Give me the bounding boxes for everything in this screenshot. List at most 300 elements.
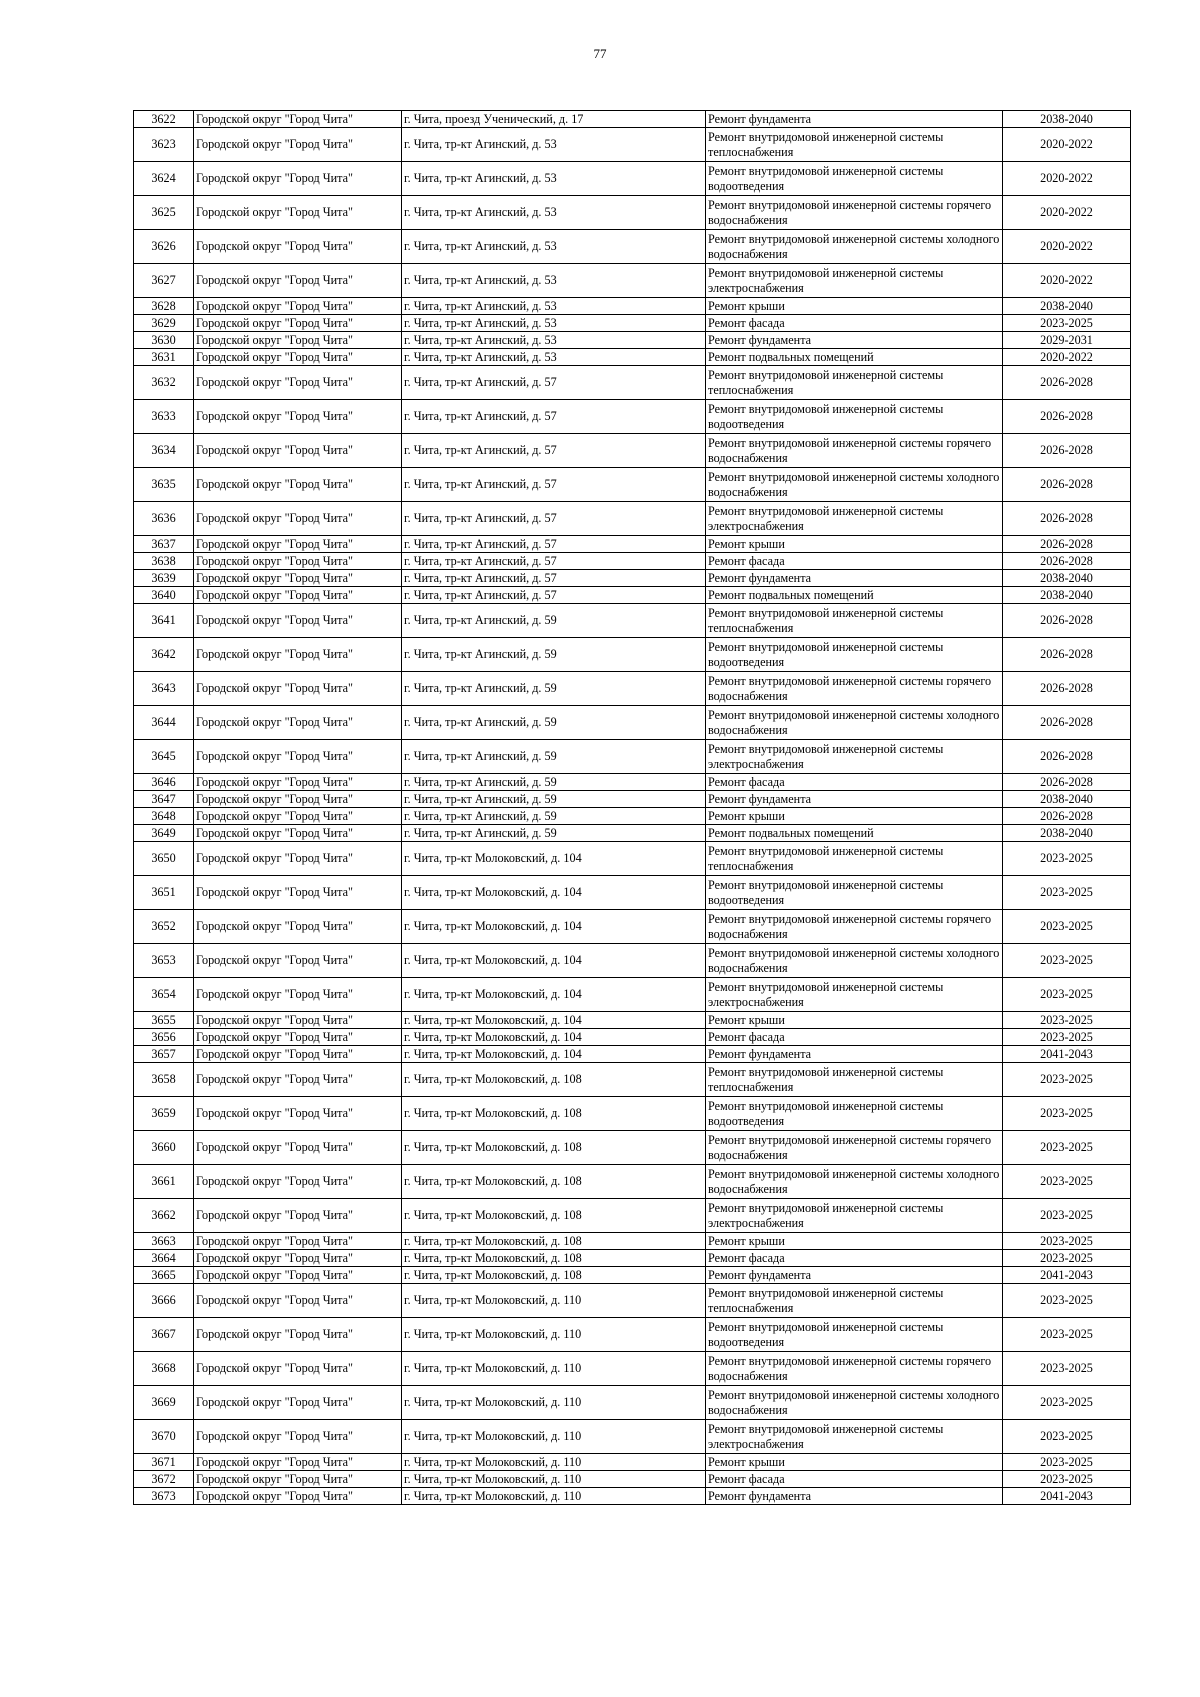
work-type-cell: Ремонт крыши — [706, 298, 1003, 315]
row-number: 3646 — [134, 774, 194, 791]
municipality-cell: Городской округ "Город Чита" — [194, 978, 402, 1012]
table-row — [134, 1063, 1131, 1097]
row-number: 3622 — [134, 111, 194, 128]
municipality-cell: Городской округ "Город Чита" — [194, 315, 402, 332]
work-type-cell: Ремонт внутридомовой инженерной системы водоотведения — [706, 876, 1003, 910]
work-type-cell: Ремонт фундамента — [706, 570, 1003, 587]
table-row — [134, 434, 1131, 468]
work-type-cell: Ремонт внутридомовой инженерной системы холодного водоснабжения — [706, 1165, 1003, 1199]
period-cell: 2020-2022 — [1003, 349, 1131, 366]
row-number: 3667 — [134, 1318, 194, 1352]
table-row — [134, 1131, 1131, 1165]
row-number: 3624 — [134, 162, 194, 196]
work-type-cell: Ремонт внутридомовой инженерной системы горячего водоснабжения — [706, 1131, 1003, 1165]
table-row — [134, 1386, 1131, 1420]
row-number: 3626 — [134, 230, 194, 264]
municipality-cell: Городской округ "Город Чита" — [194, 162, 402, 196]
period-cell: 2026-2028 — [1003, 740, 1131, 774]
work-type-cell: Ремонт внутридомовой инженерной системы электроснабжения — [706, 740, 1003, 774]
work-type-cell: Ремонт внутридомовой инженерной системы теплоснабжения — [706, 128, 1003, 162]
work-type-cell: Ремонт внутридомовой инженерной системы электроснабжения — [706, 502, 1003, 536]
row-number: 3666 — [134, 1284, 194, 1318]
address-cell: г. Чита, тр-кт Молоковский, д. 108 — [402, 1131, 706, 1165]
period-cell: 2026-2028 — [1003, 502, 1131, 536]
municipality-cell: Городской округ "Город Чита" — [194, 434, 402, 468]
municipality-cell: Городской округ "Город Чита" — [194, 740, 402, 774]
municipality-cell: Городской округ "Город Чита" — [194, 791, 402, 808]
row-number: 3634 — [134, 434, 194, 468]
work-type-cell: Ремонт фасада — [706, 774, 1003, 791]
municipality-cell: Городской округ "Город Чита" — [194, 1318, 402, 1352]
table-row — [134, 876, 1131, 910]
table-row — [134, 111, 1131, 128]
period-cell: 2038-2040 — [1003, 791, 1131, 808]
address-cell: г. Чита, тр-кт Молоковский, д. 104 — [402, 842, 706, 876]
period-cell: 2026-2028 — [1003, 468, 1131, 502]
municipality-cell: Городской округ "Город Чита" — [194, 366, 402, 400]
municipality-cell: Городской округ "Город Чита" — [194, 196, 402, 230]
period-cell: 2020-2022 — [1003, 196, 1131, 230]
municipality-cell: Городской округ "Город Чита" — [194, 1063, 402, 1097]
period-cell: 2026-2028 — [1003, 366, 1131, 400]
address-cell: г. Чита, тр-кт Агинский, д. 53 — [402, 162, 706, 196]
work-type-cell: Ремонт подвальных помещений — [706, 349, 1003, 366]
period-cell: 2023-2025 — [1003, 1131, 1131, 1165]
address-cell: г. Чита, тр-кт Молоковский, д. 108 — [402, 1199, 706, 1233]
work-type-cell: Ремонт фундамента — [706, 111, 1003, 128]
work-type-cell: Ремонт внутридомовой инженерной системы теплоснабжения — [706, 604, 1003, 638]
work-type-cell: Ремонт фасада — [706, 315, 1003, 332]
row-number: 3627 — [134, 264, 194, 298]
table-row — [134, 791, 1131, 808]
row-number: 3669 — [134, 1386, 194, 1420]
work-type-cell: Ремонт крыши — [706, 808, 1003, 825]
municipality-cell: Городской округ "Город Чита" — [194, 332, 402, 349]
work-type-cell: Ремонт внутридомовой инженерной системы водоотведения — [706, 1318, 1003, 1352]
period-cell: 2026-2028 — [1003, 808, 1131, 825]
work-type-cell: Ремонт фасада — [706, 1029, 1003, 1046]
period-cell: 2038-2040 — [1003, 111, 1131, 128]
row-number: 3663 — [134, 1233, 194, 1250]
address-cell: г. Чита, тр-кт Молоковский, д. 110 — [402, 1352, 706, 1386]
row-number: 3637 — [134, 536, 194, 553]
address-cell: г. Чита, тр-кт Агинский, д. 59 — [402, 774, 706, 791]
address-cell: г. Чита, тр-кт Молоковский, д. 104 — [402, 944, 706, 978]
work-type-cell: Ремонт внутридомовой инженерной системы холодного водоснабжения — [706, 468, 1003, 502]
address-cell: г. Чита, тр-кт Агинский, д. 59 — [402, 740, 706, 774]
work-type-cell: Ремонт внутридомовой инженерной системы теплоснабжения — [706, 366, 1003, 400]
table-row — [134, 536, 1131, 553]
row-number: 3650 — [134, 842, 194, 876]
address-cell: г. Чита, тр-кт Молоковский, д. 104 — [402, 1046, 706, 1063]
table-row — [134, 1471, 1131, 1488]
row-number: 3625 — [134, 196, 194, 230]
municipality-cell: Городской округ "Город Чита" — [194, 349, 402, 366]
municipality-cell: Городской округ "Город Чита" — [194, 1267, 402, 1284]
address-cell: г. Чита, тр-кт Агинский, д. 57 — [402, 502, 706, 536]
period-cell: 2023-2025 — [1003, 315, 1131, 332]
period-cell: 2041-2043 — [1003, 1046, 1131, 1063]
municipality-cell: Городской округ "Город Чита" — [194, 638, 402, 672]
address-cell: г. Чита, тр-кт Молоковский, д. 108 — [402, 1233, 706, 1250]
table-row — [134, 162, 1131, 196]
municipality-cell: Городской округ "Город Чита" — [194, 1046, 402, 1063]
repair-schedule-table — [133, 110, 1131, 1505]
address-cell: г. Чита, тр-кт Агинский, д. 57 — [402, 366, 706, 400]
work-type-cell: Ремонт внутридомовой инженерной системы горячего водоснабжения — [706, 910, 1003, 944]
work-type-cell: Ремонт фундамента — [706, 791, 1003, 808]
row-number: 3641 — [134, 604, 194, 638]
address-cell: г. Чита, тр-кт Молоковский, д. 110 — [402, 1284, 706, 1318]
row-number: 3636 — [134, 502, 194, 536]
municipality-cell: Городской округ "Город Чита" — [194, 536, 402, 553]
table-row — [134, 1488, 1131, 1505]
municipality-cell: Городской округ "Город Чита" — [194, 825, 402, 842]
period-cell: 2029-2031 — [1003, 332, 1131, 349]
period-cell: 2023-2025 — [1003, 1284, 1131, 1318]
table-row — [134, 553, 1131, 570]
address-cell: г. Чита, тр-кт Молоковский, д. 108 — [402, 1063, 706, 1097]
row-number: 3644 — [134, 706, 194, 740]
table-row — [134, 502, 1131, 536]
work-type-cell: Ремонт фасада — [706, 1250, 1003, 1267]
row-number: 3664 — [134, 1250, 194, 1267]
row-number: 3647 — [134, 791, 194, 808]
municipality-cell: Городской округ "Город Чита" — [194, 1012, 402, 1029]
municipality-cell: Городской округ "Город Чита" — [194, 944, 402, 978]
work-type-cell: Ремонт внутридомовой инженерной системы водоотведения — [706, 638, 1003, 672]
address-cell: г. Чита, тр-кт Агинский, д. 57 — [402, 587, 706, 604]
row-number: 3639 — [134, 570, 194, 587]
work-type-cell: Ремонт фасада — [706, 1471, 1003, 1488]
municipality-cell: Городской округ "Город Чита" — [194, 1199, 402, 1233]
work-type-cell: Ремонт внутридомовой инженерной системы холодного водоснабжения — [706, 944, 1003, 978]
row-number: 3623 — [134, 128, 194, 162]
table-row — [134, 315, 1131, 332]
address-cell: г. Чита, тр-кт Молоковский, д. 104 — [402, 1012, 706, 1029]
table-row — [134, 400, 1131, 434]
row-number: 3652 — [134, 910, 194, 944]
table-row — [134, 587, 1131, 604]
period-cell: 2020-2022 — [1003, 162, 1131, 196]
period-cell: 2038-2040 — [1003, 825, 1131, 842]
work-type-cell: Ремонт внутридомовой инженерной системы водоотведения — [706, 400, 1003, 434]
municipality-cell: Городской округ "Город Чита" — [194, 876, 402, 910]
period-cell: 2041-2043 — [1003, 1267, 1131, 1284]
work-type-cell: Ремонт внутридомовой инженерной системы теплоснабжения — [706, 1063, 1003, 1097]
table-row — [134, 604, 1131, 638]
table-row — [134, 978, 1131, 1012]
period-cell: 2023-2025 — [1003, 1233, 1131, 1250]
address-cell: г. Чита, тр-кт Агинский, д. 53 — [402, 230, 706, 264]
municipality-cell: Городской округ "Город Чита" — [194, 502, 402, 536]
period-cell: 2020-2022 — [1003, 230, 1131, 264]
work-type-cell: Ремонт внутридомовой инженерной системы горячего водоснабжения — [706, 434, 1003, 468]
page-number: 77 — [593, 46, 607, 61]
work-type-cell: Ремонт фундамента — [706, 1488, 1003, 1505]
row-number: 3672 — [134, 1471, 194, 1488]
row-number: 3649 — [134, 825, 194, 842]
row-number: 3630 — [134, 332, 194, 349]
row-number: 3642 — [134, 638, 194, 672]
address-cell: г. Чита, проезд Ученический, д. 17 — [402, 111, 706, 128]
row-number: 3633 — [134, 400, 194, 434]
period-cell: 2020-2022 — [1003, 128, 1131, 162]
table-row — [134, 944, 1131, 978]
period-cell: 2038-2040 — [1003, 298, 1131, 315]
work-type-cell: Ремонт внутридомовой инженерной системы горячего водоснабжения — [706, 1352, 1003, 1386]
work-type-cell: Ремонт внутридомовой инженерной системы горячего водоснабжения — [706, 196, 1003, 230]
work-type-cell: Ремонт крыши — [706, 1454, 1003, 1471]
period-cell: 2038-2040 — [1003, 587, 1131, 604]
municipality-cell: Городской округ "Город Чита" — [194, 553, 402, 570]
address-cell: г. Чита, тр-кт Молоковский, д. 104 — [402, 978, 706, 1012]
municipality-cell: Городской округ "Город Чита" — [194, 1488, 402, 1505]
municipality-cell: Городской округ "Город Чита" — [194, 1454, 402, 1471]
address-cell: г. Чита, тр-кт Агинский, д. 53 — [402, 128, 706, 162]
address-cell: г. Чита, тр-кт Молоковский, д. 108 — [402, 1267, 706, 1284]
row-number: 3665 — [134, 1267, 194, 1284]
address-cell: г. Чита, тр-кт Молоковский, д. 108 — [402, 1097, 706, 1131]
row-number: 3628 — [134, 298, 194, 315]
address-cell: г. Чита, тр-кт Агинский, д. 59 — [402, 604, 706, 638]
table-row — [134, 196, 1131, 230]
table-body — [134, 111, 1131, 1505]
table-row — [134, 1267, 1131, 1284]
period-cell: 2023-2025 — [1003, 1471, 1131, 1488]
address-cell: г. Чита, тр-кт Агинский, д. 53 — [402, 332, 706, 349]
table-row — [134, 672, 1131, 706]
period-cell: 2023-2025 — [1003, 1352, 1131, 1386]
municipality-cell: Городской округ "Город Чита" — [194, 1131, 402, 1165]
work-type-cell: Ремонт внутридомовой инженерной системы электроснабжения — [706, 264, 1003, 298]
municipality-cell: Городской округ "Город Чита" — [194, 1097, 402, 1131]
period-cell: 2026-2028 — [1003, 553, 1131, 570]
table-row — [134, 774, 1131, 791]
municipality-cell: Городской округ "Город Чита" — [194, 842, 402, 876]
address-cell: г. Чита, тр-кт Молоковский, д. 110 — [402, 1471, 706, 1488]
work-type-cell: Ремонт внутридомовой инженерной системы электроснабжения — [706, 1199, 1003, 1233]
municipality-cell: Городской округ "Город Чита" — [194, 706, 402, 740]
period-cell: 2026-2028 — [1003, 638, 1131, 672]
row-number: 3651 — [134, 876, 194, 910]
work-type-cell: Ремонт внутридомовой инженерной системы электроснабжения — [706, 1420, 1003, 1454]
municipality-cell: Городской округ "Город Чита" — [194, 264, 402, 298]
period-cell: 2026-2028 — [1003, 706, 1131, 740]
address-cell: г. Чита, тр-кт Агинский, д. 57 — [402, 434, 706, 468]
period-cell: 2026-2028 — [1003, 434, 1131, 468]
municipality-cell: Городской округ "Город Чита" — [194, 128, 402, 162]
row-number: 3657 — [134, 1046, 194, 1063]
period-cell: 2026-2028 — [1003, 604, 1131, 638]
address-cell: г. Чита, тр-кт Агинский, д. 57 — [402, 536, 706, 553]
municipality-cell: Городской округ "Город Чита" — [194, 1029, 402, 1046]
period-cell: 2026-2028 — [1003, 774, 1131, 791]
address-cell: г. Чита, тр-кт Агинский, д. 53 — [402, 298, 706, 315]
row-number: 3629 — [134, 315, 194, 332]
table-row — [134, 264, 1131, 298]
municipality-cell: Городской округ "Город Чита" — [194, 808, 402, 825]
period-cell: 2023-2025 — [1003, 910, 1131, 944]
address-cell: г. Чита, тр-кт Агинский, д. 59 — [402, 825, 706, 842]
table-row — [134, 1199, 1131, 1233]
table-row — [134, 808, 1131, 825]
period-cell: 2038-2040 — [1003, 570, 1131, 587]
municipality-cell: Городской округ "Город Чита" — [194, 230, 402, 264]
period-cell: 2023-2025 — [1003, 1165, 1131, 1199]
table-row — [134, 1029, 1131, 1046]
municipality-cell: Городской округ "Город Чита" — [194, 774, 402, 791]
row-number: 3631 — [134, 349, 194, 366]
row-number: 3658 — [134, 1063, 194, 1097]
row-number: 3654 — [134, 978, 194, 1012]
period-cell: 2023-2025 — [1003, 1454, 1131, 1471]
municipality-cell: Городской округ "Город Чита" — [194, 1250, 402, 1267]
table-row — [134, 638, 1131, 672]
address-cell: г. Чита, тр-кт Молоковский, д. 108 — [402, 1165, 706, 1199]
work-type-cell: Ремонт внутридомовой инженерной системы горячего водоснабжения — [706, 672, 1003, 706]
row-number: 3645 — [134, 740, 194, 774]
period-cell: 2023-2025 — [1003, 944, 1131, 978]
period-cell: 2023-2025 — [1003, 876, 1131, 910]
municipality-cell: Городской округ "Город Чита" — [194, 604, 402, 638]
address-cell: г. Чита, тр-кт Агинский, д. 53 — [402, 196, 706, 230]
work-type-cell: Ремонт фундамента — [706, 1046, 1003, 1063]
row-number: 3671 — [134, 1454, 194, 1471]
address-cell: г. Чита, тр-кт Молоковский, д. 110 — [402, 1386, 706, 1420]
address-cell: г. Чита, тр-кт Молоковский, д. 108 — [402, 1250, 706, 1267]
address-cell: г. Чита, тр-кт Молоковский, д. 110 — [402, 1488, 706, 1505]
work-type-cell: Ремонт фасада — [706, 553, 1003, 570]
period-cell: 2023-2025 — [1003, 1386, 1131, 1420]
period-cell: 2041-2043 — [1003, 1488, 1131, 1505]
address-cell: г. Чита, тр-кт Молоковский, д. 104 — [402, 910, 706, 944]
row-number: 3638 — [134, 553, 194, 570]
municipality-cell: Городской округ "Город Чита" — [194, 1284, 402, 1318]
table-row — [134, 842, 1131, 876]
address-cell: г. Чита, тр-кт Молоковский, д. 110 — [402, 1318, 706, 1352]
work-type-cell: Ремонт внутридомовой инженерной системы водоотведения — [706, 162, 1003, 196]
table-row — [134, 366, 1131, 400]
address-cell: г. Чита, тр-кт Агинский, д. 59 — [402, 706, 706, 740]
period-cell: 2023-2025 — [1003, 1012, 1131, 1029]
table-row — [134, 230, 1131, 264]
row-number: 3660 — [134, 1131, 194, 1165]
table-row — [134, 468, 1131, 502]
row-number: 3661 — [134, 1165, 194, 1199]
municipality-cell: Городской округ "Город Чита" — [194, 400, 402, 434]
table-row — [134, 349, 1131, 366]
work-type-cell: Ремонт внутридомовой инженерной системы водоотведения — [706, 1097, 1003, 1131]
address-cell: г. Чита, тр-кт Молоковский, д. 110 — [402, 1420, 706, 1454]
work-type-cell: Ремонт внутридомовой инженерной системы теплоснабжения — [706, 842, 1003, 876]
period-cell: 2023-2025 — [1003, 1318, 1131, 1352]
address-cell: г. Чита, тр-кт Агинский, д. 59 — [402, 808, 706, 825]
row-number: 3635 — [134, 468, 194, 502]
work-type-cell: Ремонт фундамента — [706, 1267, 1003, 1284]
municipality-cell: Городской округ "Город Чита" — [194, 672, 402, 706]
table-row — [134, 128, 1131, 162]
address-cell: г. Чита, тр-кт Агинский, д. 59 — [402, 638, 706, 672]
address-cell: г. Чита, тр-кт Молоковский, д. 110 — [402, 1454, 706, 1471]
work-type-cell: Ремонт подвальных помещений — [706, 587, 1003, 604]
period-cell: 2023-2025 — [1003, 1029, 1131, 1046]
table-row — [134, 1284, 1131, 1318]
row-number: 3668 — [134, 1352, 194, 1386]
municipality-cell: Городской округ "Город Чита" — [194, 1471, 402, 1488]
municipality-cell: Городской округ "Город Чита" — [194, 1420, 402, 1454]
municipality-cell: Городской округ "Город Чита" — [194, 1233, 402, 1250]
row-number: 3632 — [134, 366, 194, 400]
address-cell: г. Чита, тр-кт Агинский, д. 59 — [402, 791, 706, 808]
table-row — [134, 706, 1131, 740]
municipality-cell: Городской округ "Город Чита" — [194, 111, 402, 128]
row-number: 3659 — [134, 1097, 194, 1131]
municipality-cell: Городской округ "Город Чита" — [194, 570, 402, 587]
period-cell: 2023-2025 — [1003, 1420, 1131, 1454]
period-cell: 2026-2028 — [1003, 672, 1131, 706]
work-type-cell: Ремонт подвальных помещений — [706, 825, 1003, 842]
table-row — [134, 1352, 1131, 1386]
address-cell: г. Чита, тр-кт Агинский, д. 57 — [402, 553, 706, 570]
table-row — [134, 1250, 1131, 1267]
table-row — [134, 1046, 1131, 1063]
row-number: 3656 — [134, 1029, 194, 1046]
municipality-cell: Городской округ "Город Чита" — [194, 298, 402, 315]
table-row — [134, 298, 1131, 315]
period-cell: 2026-2028 — [1003, 400, 1131, 434]
period-cell: 2023-2025 — [1003, 1063, 1131, 1097]
address-cell: г. Чита, тр-кт Агинский, д. 53 — [402, 264, 706, 298]
period-cell: 2023-2025 — [1003, 842, 1131, 876]
address-cell: г. Чита, тр-кт Молоковский, д. 104 — [402, 1029, 706, 1046]
table-row — [134, 1420, 1131, 1454]
municipality-cell: Городской округ "Город Чита" — [194, 1165, 402, 1199]
row-number: 3662 — [134, 1199, 194, 1233]
address-cell: г. Чита, тр-кт Агинский, д. 59 — [402, 672, 706, 706]
table-row — [134, 740, 1131, 774]
period-cell: 2023-2025 — [1003, 1250, 1131, 1267]
period-cell: 2026-2028 — [1003, 536, 1131, 553]
work-type-cell: Ремонт крыши — [706, 1012, 1003, 1029]
address-cell: г. Чита, тр-кт Агинский, д. 57 — [402, 570, 706, 587]
row-number: 3653 — [134, 944, 194, 978]
period-cell: 2023-2025 — [1003, 1199, 1131, 1233]
address-cell: г. Чита, тр-кт Агинский, д. 57 — [402, 400, 706, 434]
municipality-cell: Городской округ "Город Чита" — [194, 1352, 402, 1386]
row-number: 3648 — [134, 808, 194, 825]
table-row — [134, 1233, 1131, 1250]
work-type-cell: Ремонт внутридомовой инженерной системы холодного водоснабжения — [706, 230, 1003, 264]
work-type-cell: Ремонт крыши — [706, 536, 1003, 553]
municipality-cell: Городской округ "Город Чита" — [194, 587, 402, 604]
table-row — [134, 1097, 1131, 1131]
table-row — [134, 1454, 1131, 1471]
table-row — [134, 825, 1131, 842]
address-cell: г. Чита, тр-кт Агинский, д. 53 — [402, 349, 706, 366]
period-cell: 2023-2025 — [1003, 1097, 1131, 1131]
period-cell: 2020-2022 — [1003, 264, 1131, 298]
row-number: 3673 — [134, 1488, 194, 1505]
work-type-cell: Ремонт внутридомовой инженерной системы электроснабжения — [706, 978, 1003, 1012]
row-number: 3670 — [134, 1420, 194, 1454]
work-type-cell: Ремонт фундамента — [706, 332, 1003, 349]
address-cell: г. Чита, тр-кт Молоковский, д. 104 — [402, 876, 706, 910]
municipality-cell: Городской округ "Город Чита" — [194, 910, 402, 944]
table-row — [134, 910, 1131, 944]
work-type-cell: Ремонт крыши — [706, 1233, 1003, 1250]
period-cell: 2023-2025 — [1003, 978, 1131, 1012]
